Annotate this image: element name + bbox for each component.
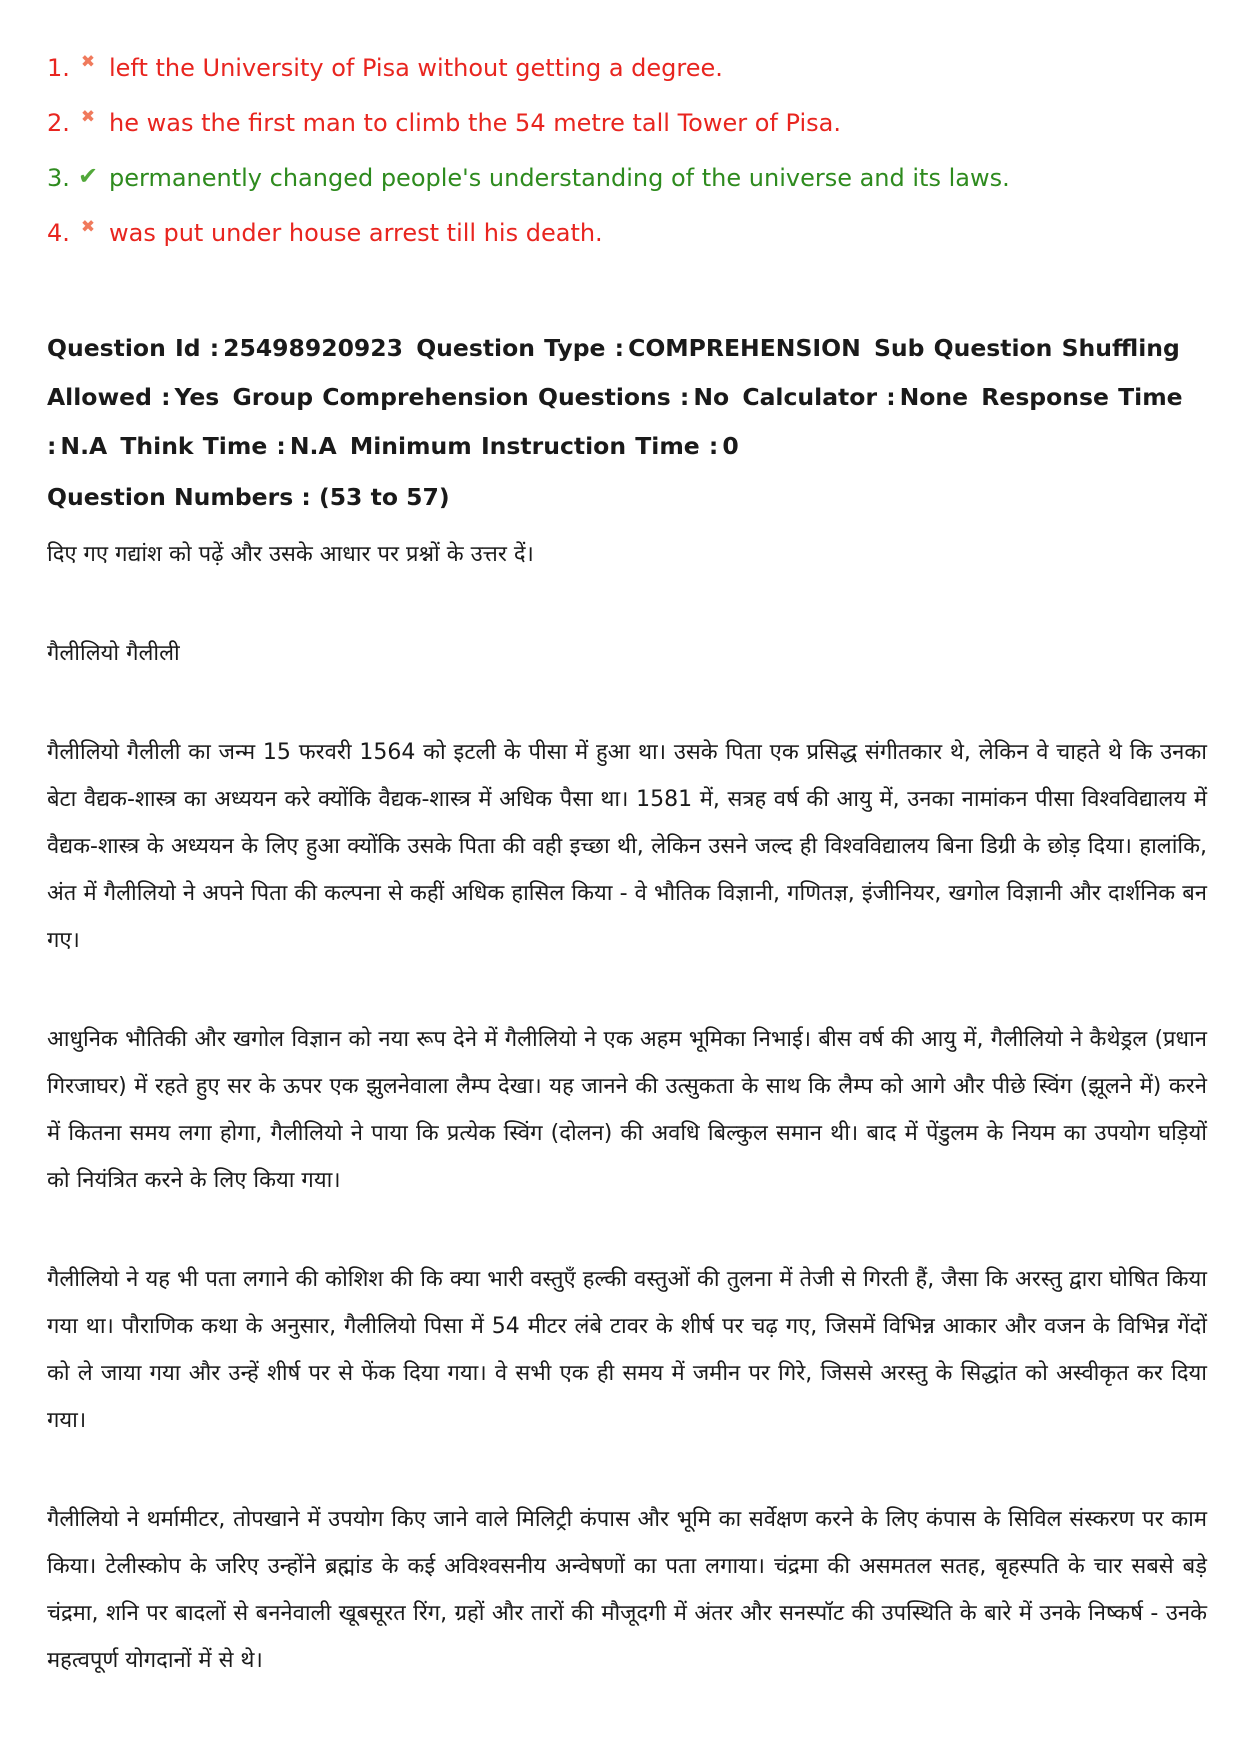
group-label: Group Comprehension Questions : [232, 383, 690, 411]
passage-paragraph-4: गैलीलियो ने थर्मामीटर, तोपखाने में उपयोग किए जाने वाले मिलिट्री कंपास और भूमि का सर्वेक्षण करने के लिए कंपास के सिविल संस्करण पर काम किया। टेलीस्कोप के जरिए उन्होंने ब्रह्मांड के कई अविश्वसनीय अन्वेषणों का पता लगाया। चंद्रमा की असमतल सतह, बृहस्पति के चार सबसे बड़े चंद्रमा, शनि पर बादलों से बननेवाली खूबसूरत रिंग, ग्रहों और तारों की मौजूदगी में अंतर और सनस्पॉट की उपस्थिति के बारे में उनके निष्कर्ष - उनके महत्वपूर्ण योगदानों में से थे। [47, 1507, 1207, 1673]
option-1 [47, 40, 1207, 95]
question-page [47, 40, 1207, 1684]
answer-options [47, 40, 1207, 260]
check-icon: ✔ [77, 161, 99, 190]
question-numbers: Question Numbers : (53 to 57) [47, 483, 450, 511]
option-3 [47, 150, 1207, 205]
calculator-label: Calculator : [742, 383, 896, 411]
cross-icon: ✖ [80, 51, 96, 72]
option-number: 3. [47, 163, 70, 192]
question-meta [47, 324, 1207, 471]
option-number: 2. [47, 108, 70, 137]
calculator-value: None [899, 383, 969, 411]
group-value: No [693, 383, 730, 411]
think-time-value: N.A [289, 432, 337, 460]
question-id: 25498920923 [223, 334, 403, 362]
passage-paragraph-1: गैलीलियो गैलीली का जन्म 15 फरवरी 1564 को इटली के पीसा में हुआ था। उसके पिता एक प्रसिद्ध संगीतकार थे, लेकिन वे चाहते थे कि उनका बेटा वैद्यक-शास्त्र का अध्ययन करे क्योंकि वैद्यक-शास्त्र में अधिक पैसा था। 1581 में, सत्रह वर्ष की आयु में, उनका नामांकन पीसा विश्वविद्यालय में वैद्यक-शास्त्र के अध्ययन के लिए हुआ क्योंकि उसके पिता की वही इच्छा थी, लेकिन उसने जल्द ही विश्वविद्यालय बिना डिग्री के छोड़ दिया। हालांकि, अंत में गैलीलियो ने अपने पिता की कल्पना से कहीं अधिक हासिल किया - वे भौतिक विज्ञानी, गणितज्ञ, इंजीनियर, खगोल विज्ञानी और दार्शनिक बन गए। [47, 740, 1207, 953]
passage-paragraph-3: गैलीलियो ने यह भी पता लगाने की कोशिश की कि क्या भारी वस्तुएँ हल्की वस्तुओं की तुलना में तेजी से गिरती हैं, जैसा कि अरस्तु द्वारा घोषित किया गया था। पौराणिक कथा के अनुसार, गैलीलियो पिसा में 54 मीटर लंबे टावर के शीर्ष पर चढ़ गए, जिसमें विभिन्न आकार और वजन के विभिन्न गेंदों को ले जाया गया और उन्हें शीर्ष पर से फेंक दिया गया। वे सभी एक ही समय में जमीन पर गिरे, जिससे अरस्तु के सिद्धांत को अस्वीकृत कर दिया गया। [47, 1267, 1207, 1433]
think-time-label: Think Time : [120, 432, 286, 460]
option-text: permanently changed people's understanding of the universe and its laws. [109, 163, 1010, 192]
passage-paragraph-2: आधुनिक भौतिकी और खगोल विज्ञान को नया रूप देने में गैलीलियो ने एक अहम भूमिका निभाई। बीस वर्ष की आयु में, गैलीलियो ने कैथेड्रल (प्रधान गिरजाघर) में रहते हुए सर के ऊपर एक झुलनेवाला लैम्प देखा। यह जानने की उत्सुकता के साथ कि लैम्प को आगे और पीछे स्विंग (झूलने में) करने में कितना समय लगा होगा, गैलीलियो ने पाया कि प्रत्येक स्विंग (दोलन) की अवधि बिल्कुल समान थी। बाद में पेंडुलम के नियम का उपयोग घड़ियों को नियंत्रित करने के लिए किया गया। [47, 1027, 1207, 1193]
passage-title: गैलीलियो गैलीली [47, 641, 180, 666]
question-type: COMPREHENSION [628, 334, 861, 362]
option-4 [47, 205, 1207, 260]
min-instruction-value: 0 [722, 432, 739, 460]
option-number: 1. [47, 53, 70, 82]
question-id-label: Question Id : [47, 334, 220, 362]
option-number: 4. [47, 218, 70, 247]
question-type-label: Question Type : [416, 334, 625, 362]
option-text: he was the first man to climb the 54 metre tall Tower of Pisa. [109, 108, 841, 137]
option-2 [47, 95, 1207, 150]
response-time-value: N.A [60, 432, 108, 460]
response-time-label: Response Time : [47, 383, 1183, 460]
option-text: was put under house arrest till his death. [109, 218, 603, 247]
cross-icon: ✖ [80, 106, 96, 127]
option-text: left the University of Pisa without getting a degree. [109, 53, 723, 82]
shuffling-label: Sub Question Shuffling Allowed : [47, 334, 1180, 411]
min-instruction-label: Minimum Instruction Time : [349, 432, 719, 460]
cross-icon: ✖ [80, 216, 96, 237]
instruction-text: दिए गए गद्यांश को पढ़ें और उसके आधार पर प्रश्नों के उत्तर दें। [47, 542, 534, 567]
shuffling-value: Yes [174, 383, 220, 411]
